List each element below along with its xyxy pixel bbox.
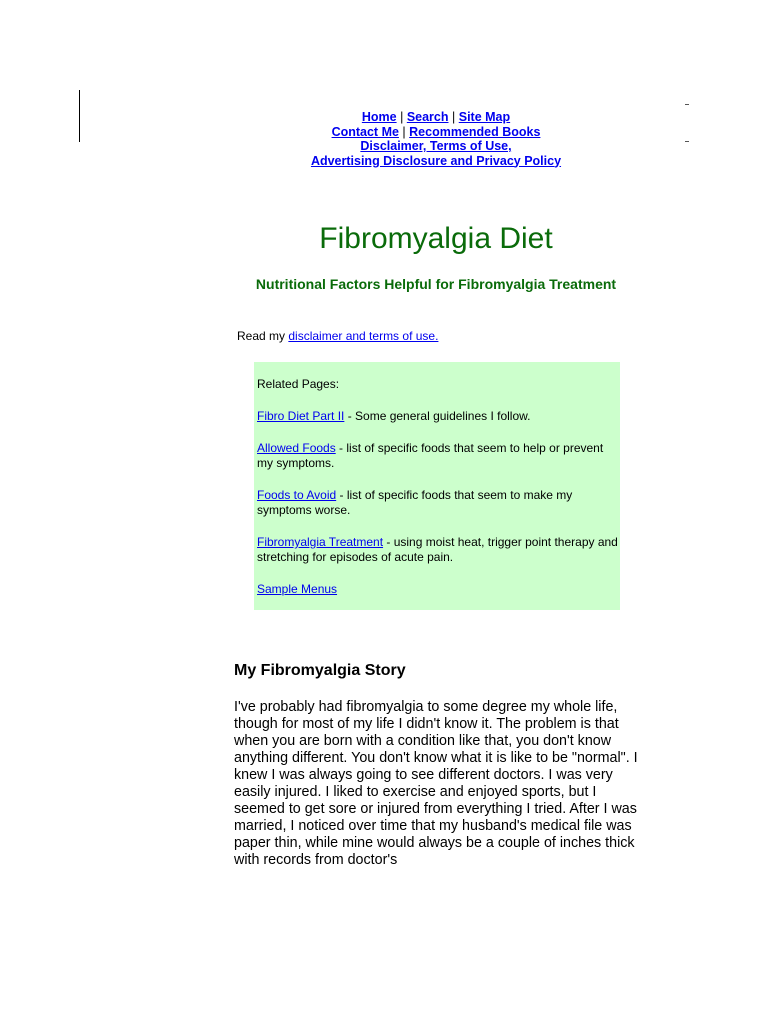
related-item	[257, 409, 618, 424]
nav-row-4	[236, 154, 636, 169]
related-link-fibromyalgia-treatment[interactable]: Fibromyalgia Treatment	[257, 535, 384, 549]
nav-advertising-link[interactable]: Advertising Disclosure and Privacy Policy	[310, 153, 562, 168]
nav-separator: |	[400, 110, 404, 124]
related-desc: - list of specific foods that seem to help or prevent my symptoms.	[257, 441, 604, 470]
page-title: Fibromyalgia Diet	[319, 222, 553, 255]
nav-search-link[interactable]: Search	[406, 110, 449, 124]
page-subtitle: Nutritional Factors Helpful for Fibromyalgia Treatment	[255, 276, 617, 292]
related-item	[257, 535, 618, 565]
nav-home-link[interactable]: Home	[361, 110, 397, 124]
margin-mark	[685, 141, 689, 142]
related-item	[257, 488, 618, 518]
related-item	[257, 441, 618, 471]
nav-contact-link[interactable]: Contact Me	[331, 124, 399, 139]
disclaimer-link[interactable]: disclaimer and terms of use.	[288, 329, 439, 343]
nav-site-map-link[interactable]: Site Map	[458, 110, 511, 124]
related-desc: - Some general guidelines I follow.	[344, 409, 531, 423]
nav-row-2	[236, 125, 636, 140]
related-link-sample-menus[interactable]: Sample Menus	[257, 582, 338, 596]
related-link-allowed-foods[interactable]: Allowed Foods	[257, 441, 336, 455]
nav-books-link[interactable]: Recommended Books	[409, 124, 541, 139]
related-pages-box	[254, 362, 620, 610]
nav-separator: |	[402, 124, 406, 139]
nav-separator: |	[452, 110, 456, 124]
margin-mark	[685, 104, 689, 105]
page-edge-marker	[79, 90, 80, 142]
related-desc: - using moist heat, trigger point therapy and stretching for episodes of acute pain.	[257, 535, 618, 564]
disclaimer-prefix: Read my	[237, 329, 289, 343]
nav-disclaimer-link[interactable]: Disclaimer, Terms of Use,	[360, 139, 512, 153]
related-desc: - list of specific foods that seem to make my symptoms worse.	[257, 488, 573, 517]
top-navigation	[236, 110, 636, 168]
story-body: I've probably had fibromyalgia to some degree my whole life, though for most of my life I didn't know it. The problem is that when you are born with a condition like that, you don't know anything different. You don't know what it is like to be "normal". I knew I was always going to see different doctors. I was very easily injured. I liked to exercise and enjoyed sports, but I seemed to get sore or injured from everything I tried. After I was married, I noticed over time that my husband's medical file was paper thin, while mine would always be a couple of inches thick with records from doctor's	[234, 699, 638, 868]
related-link-foods-to-avoid[interactable]: Foods to Avoid	[257, 488, 337, 502]
story-heading: My Fibromyalgia Story	[234, 662, 406, 679]
related-link-fibro-diet-part-2[interactable]: Fibro Diet Part II	[257, 409, 345, 423]
nav-row-3	[236, 139, 636, 154]
nav-row-1	[236, 110, 636, 125]
related-item	[257, 582, 618, 597]
disclaimer-line	[237, 329, 438, 343]
related-heading: Related Pages:	[257, 377, 340, 391]
